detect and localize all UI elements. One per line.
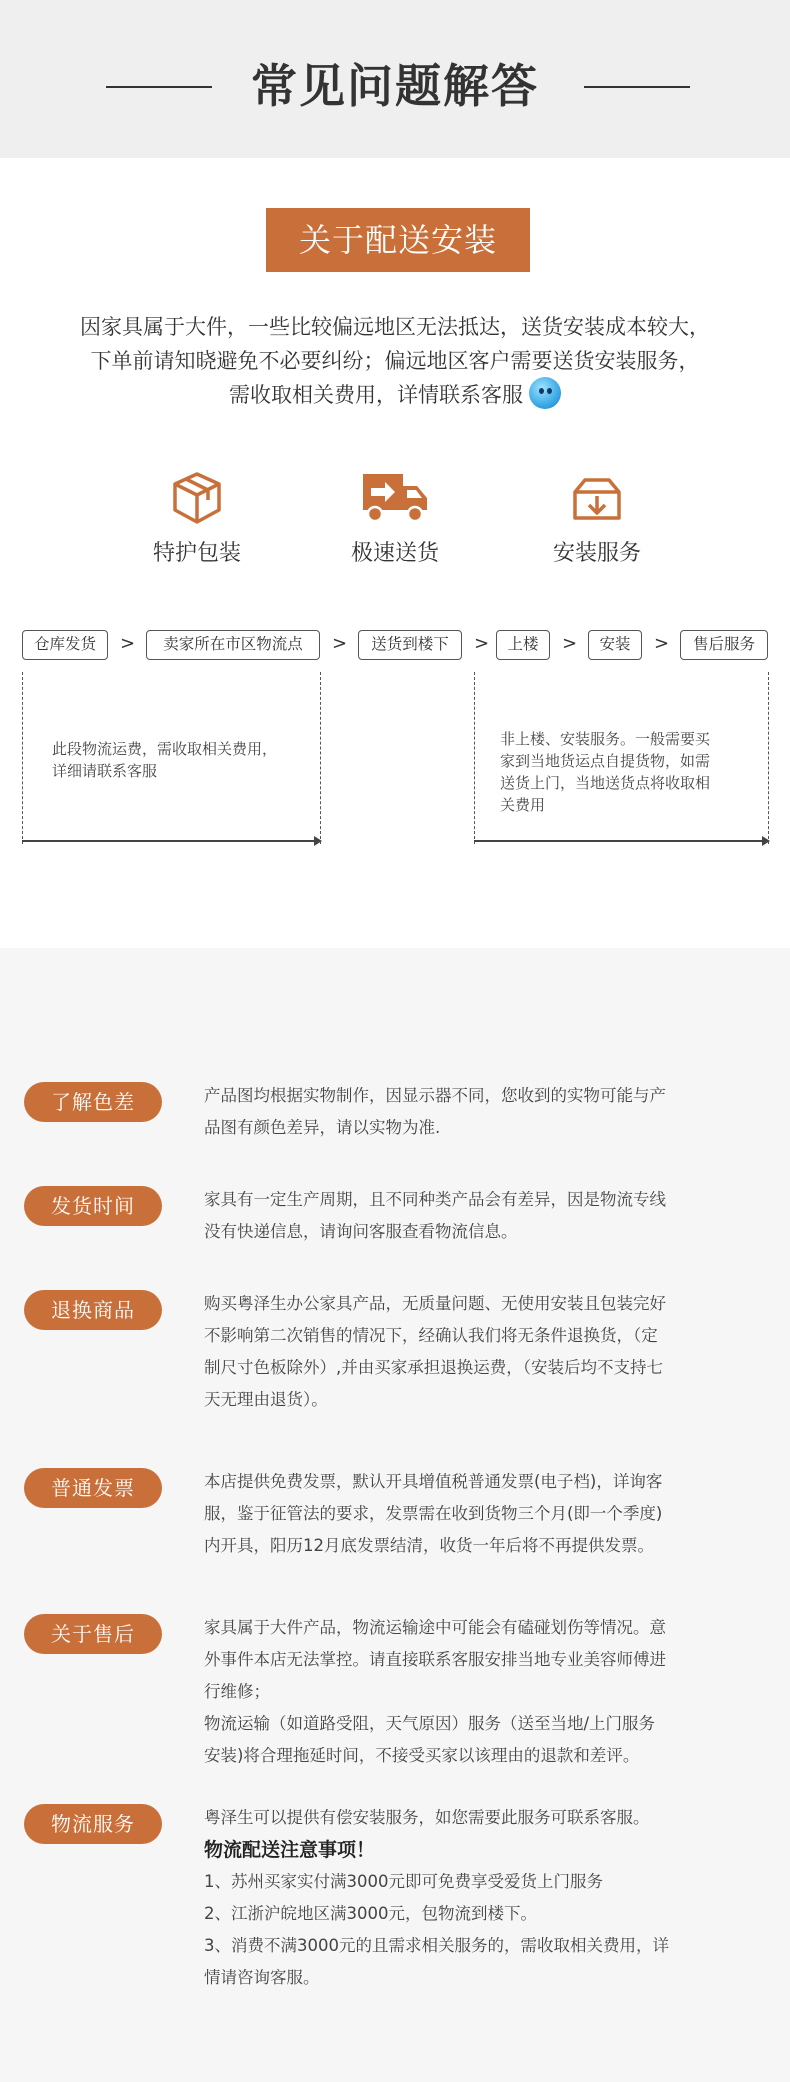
flow-step-install: 安装 xyxy=(588,630,642,660)
faq-label: 普通发票 xyxy=(24,1468,162,1508)
service-packaging xyxy=(122,470,272,567)
flow-arrow-head xyxy=(762,836,770,846)
faq-answer: 产品图均根据实物制作，因显示器不同，您收到的实物可能与产 品图有颜色差异，请以实物为准. xyxy=(204,1086,666,1137)
page-title: 常见问题解答 xyxy=(251,59,539,113)
service-label: 特护包装 xyxy=(152,541,241,566)
flow-note-left: 此段物流运费，需收取相关费用， 详细请联系客服 xyxy=(52,740,278,780)
delivery-intro xyxy=(20,310,770,412)
flow-step-local-hub: 卖家所在市区物流点 xyxy=(146,630,320,660)
intro-line: 因家具属于大件，一些比较偏远地区无法抵达，送货安装成本较大， xyxy=(80,315,710,339)
faq-label: 物流服务 xyxy=(24,1804,162,1844)
faq-label: 关于售后 xyxy=(24,1614,162,1654)
flow-arrow-line xyxy=(474,840,762,842)
service-delivery xyxy=(320,470,470,567)
delivery-section-title: 关于配送安装 xyxy=(266,208,530,272)
service-label: 安装服务 xyxy=(552,541,641,566)
faq-answer: 本店提供免费发票，默认开具增值税普通发票(电子档)，详询客 服，鉴于征管法的要求，发票需在收到货物三个月(即一个季度) 内开具，阳历12月底发票结清，收货一年后将不再提供发票。 xyxy=(204,1472,663,1555)
service-label: 极速送货 xyxy=(350,541,439,566)
logistics-notice-title: 物流配送注意事项！ xyxy=(204,1839,376,1861)
service-install xyxy=(522,470,672,567)
flow-separator: > xyxy=(474,633,490,654)
faq-label: 发货时间 xyxy=(24,1186,162,1226)
flow-arrow-line xyxy=(22,840,314,842)
header-divider-right xyxy=(584,86,690,88)
faq-answer: 家具属于大件产品，物流运输途中可能会有磕碰划伤等情况。意 外事件本店无法掌控。请直接联系客服安排当地专业美容师傅进 行维修； 物流运输（如道路受阻，天气原因）服务（送至当地/上门服务 安装)将合理拖延时间，不接受买家以该理由的退款和差评。 xyxy=(204,1618,666,1765)
faq-label: 退换商品 xyxy=(24,1290,162,1330)
flow-separator: > xyxy=(562,633,578,654)
faq-answer: 粤泽生可以提供有偿安装服务，如您需要此服务可联系客服。 物流配送注意事项！ 1、苏州买家实付满3000元即可免费享受爱货上门服务 2、江浙沪皖地区满3000元，包物流到楼下。 3、消费不满3000元的且需求相关服务的，需收取相关费用，详 情请咨询客服。 xyxy=(204,1802,770,1994)
flow-note-right: 非上楼、安装服务。一般需要买 家到当地货运点自提货物，如需 送货上门，当地送货点将收取相 关费用 xyxy=(500,730,711,814)
faq-answer: 家具有一定生产周期，且不同种类产品会有差异，因是物流专线 没有快递信息，请询问客服查看物流信息。 xyxy=(204,1190,666,1241)
flow-step-downstairs: 送货到楼下 xyxy=(358,630,462,660)
flow-dash-left xyxy=(22,672,23,844)
faq-answer: 购买粤泽生办公家具产品，无质量问题、无使用安装且包装完好 不影响第二次销售的情况下，经确认我们将无条件退换货，（定 制尺寸色板除外）,并由买家承担退换运费，（安装后均不支持七 天无理由退货）。 xyxy=(204,1294,666,1409)
faq-label: 了解色差 xyxy=(24,1082,162,1122)
package-box-icon xyxy=(122,470,272,526)
flow-dash-left-end xyxy=(320,672,321,844)
flow-separator: > xyxy=(654,633,670,654)
flow-separator: > xyxy=(120,633,136,654)
logistics-flow xyxy=(0,630,790,850)
faq-header xyxy=(0,0,790,158)
flow-dash-right-end xyxy=(768,672,769,844)
flow-dash-right xyxy=(474,672,475,844)
flow-separator: > xyxy=(332,633,348,654)
flow-step-warehouse: 仓库发货 xyxy=(22,630,108,660)
flow-arrow-head xyxy=(314,836,322,846)
flow-step-upstairs: 上楼 xyxy=(496,630,550,660)
intro-line: 下单前请知晓避免不必要纠纷；偏远地区客户需要送货安装服务， xyxy=(90,349,700,373)
service-icons xyxy=(0,470,790,580)
intro-line: 需收取相关费用，详情联系客服 xyxy=(20,378,770,412)
install-tray-icon xyxy=(522,470,672,526)
flow-step-after-sales: 售后服务 xyxy=(680,630,768,660)
delivery-truck-icon xyxy=(320,470,470,526)
emoji-face-icon xyxy=(529,377,561,409)
